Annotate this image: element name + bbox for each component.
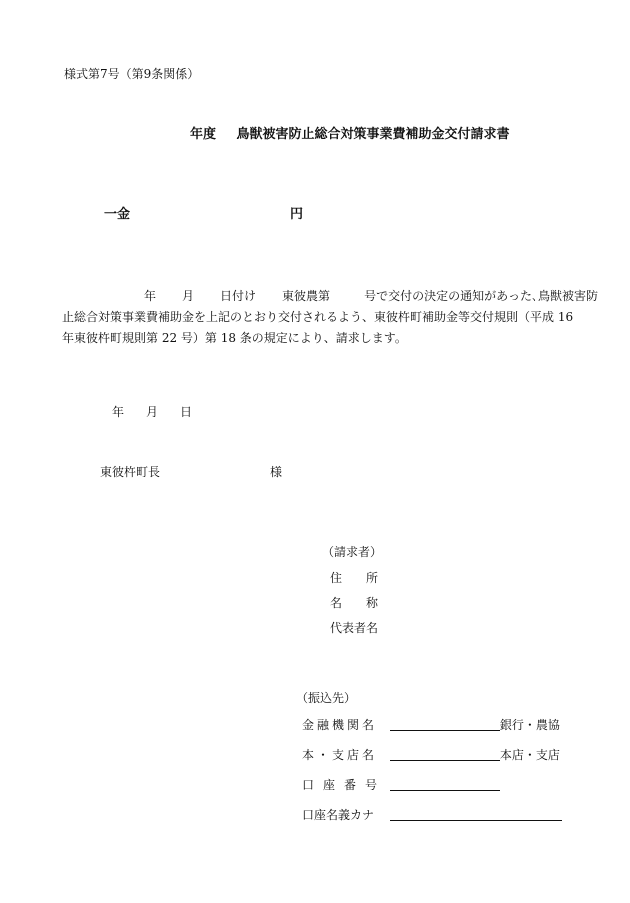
requester-representative-label: 代表者名 [330, 621, 379, 635]
date-day: 日 [180, 405, 193, 419]
account-holder-label: 口座名義カナ [302, 808, 375, 822]
title-year-label: 年度 [190, 127, 217, 142]
account-number-blank[interactable] [390, 778, 500, 791]
body-day: 日付け [220, 289, 257, 303]
requester-heading: （請求者） [322, 545, 383, 559]
body-line-1 [62, 286, 598, 307]
bank-institution-row [302, 718, 560, 731]
body-line-1-rest: 号で交付の決定の通知があった､鳥獣被害防 [364, 289, 598, 303]
bank-institution-blank[interactable] [390, 718, 500, 731]
request-body-text [62, 286, 598, 349]
date-month: 月 [146, 405, 159, 419]
account-holder-blank[interactable] [390, 808, 562, 821]
bank-heading: （振込先） [296, 691, 357, 705]
amount-prefix: 一金 [104, 207, 131, 222]
body-office: 東彼農第 [282, 289, 331, 303]
addressee [100, 466, 282, 478]
title-main: 鳥獣被害防止総合対策事業費補助金交付請求書 [236, 127, 510, 142]
body-year: 年 [144, 289, 157, 303]
body-line-3: 年東彼杵町規則第 22 号）第 18 条の規定により、請求します。 [62, 331, 407, 345]
request-date [112, 406, 192, 418]
bank-branch-suffix: 本店・支店 [499, 748, 560, 762]
form-number: 様式第7号（第9条関係） [64, 67, 200, 81]
document-title [190, 128, 510, 141]
addressee-honorific: 様 [270, 465, 283, 479]
requester-address-label: 住 所 [330, 571, 379, 585]
addressee-name: 東彼杵町長 [100, 465, 161, 479]
body-line-2: 止総合対策事業費補助金を上記のとおり交付されるよう、東彼杵町補助金等交付規則（平成 16 [62, 310, 574, 324]
bank-branch-blank[interactable] [390, 748, 500, 761]
bank-branch-label: 本・支店名 [302, 748, 378, 762]
account-number-label: 口座番号 [302, 778, 387, 792]
bank-institution-label: 金融機関名 [302, 718, 378, 732]
account-holder-row [302, 808, 562, 821]
body-month: 月 [182, 289, 195, 303]
amount-unit: 円 [290, 207, 304, 222]
bank-branch-row [302, 748, 560, 761]
date-year: 年 [112, 405, 125, 419]
requester-name-label: 名 称 [330, 596, 379, 610]
account-number-row [302, 778, 500, 791]
bank-institution-suffix: 銀行・農協 [499, 718, 560, 732]
